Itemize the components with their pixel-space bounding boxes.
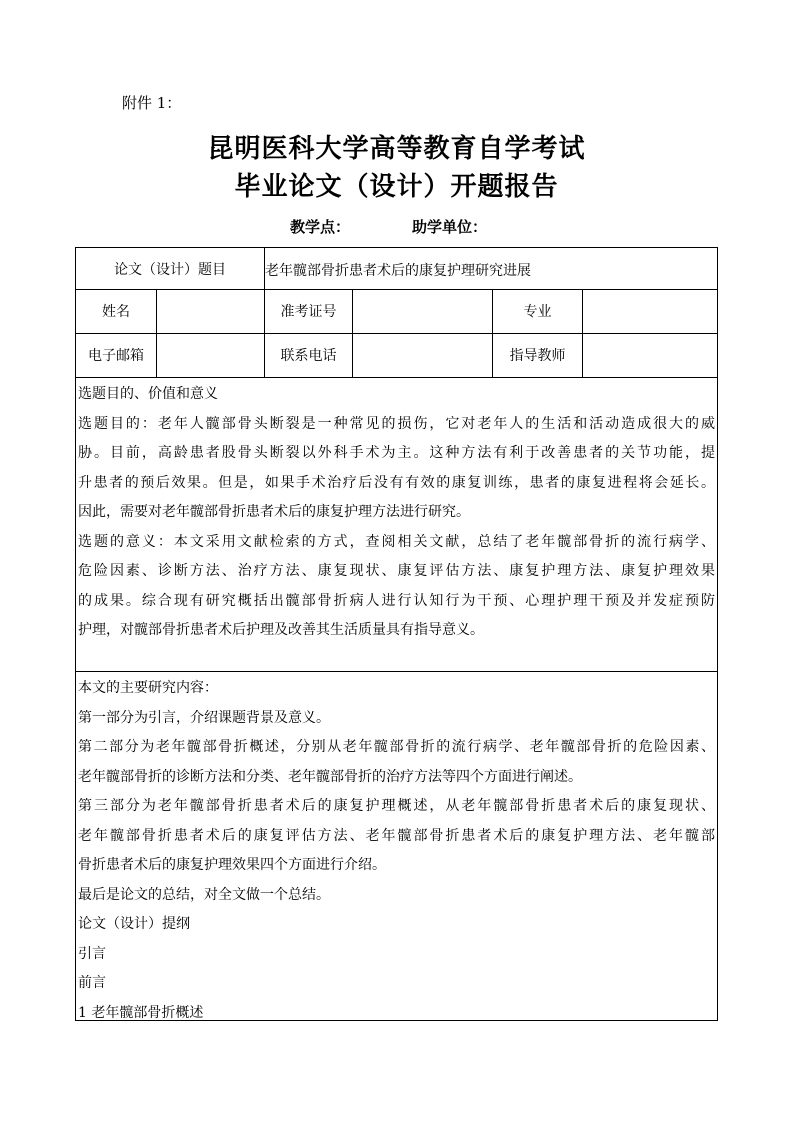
content-section <box>76 671 717 1020</box>
outline-heading: 论文（设计）提纲 <box>78 916 190 932</box>
topic-value[interactable]: 老年髋部骨折患者术后的康复护理研究进展 <box>265 263 531 279</box>
content-line: 第三部分为老年髋部骨折患者术后的康复护理概述，从老年髋部骨折患者术后的康复现状、 <box>78 798 715 814</box>
purpose-line: 胁。目前，高龄患者股骨头断裂以外科手术为主。这种方法有利于改善患者的关节功能，提 <box>78 445 715 461</box>
document-subtitle: 毕业论文（设计）开题报告 <box>234 172 559 202</box>
name-label: 姓名 <box>102 304 130 320</box>
topic-row <box>76 248 717 290</box>
content-line: 第一部分为引言，介绍课题背景及意义。 <box>78 709 330 726</box>
outline-item: 引言 <box>78 945 106 962</box>
content-line: 老年髋部骨折的诊断方法和分类、老年髋部骨折的治疗方法等四个方面进行阐述。 <box>78 768 582 785</box>
document-title: 昆明医科大学高等教育自学考试 <box>207 134 586 164</box>
email-field[interactable] <box>157 333 264 377</box>
topic-label: 论文（设计）题目 <box>114 261 226 278</box>
contact-info-row <box>76 333 717 378</box>
content-line: 第二部分为老年髋部骨折概述，分别从老年髋部骨折的流行病学、老年髋部骨折的危险因素、 <box>78 739 715 755</box>
significance-line: 危险因素、诊断方法、治疗方法、康复现状、康复评估方法、康复护理方法、康复护理效果 <box>78 563 715 579</box>
student-info-row <box>76 289 717 334</box>
assist-unit-label: 助学单位： <box>412 218 488 236</box>
phone-label: 联系电话 <box>280 348 337 364</box>
email-label: 电子邮箱 <box>88 348 144 364</box>
outline-item: 1 老年髋部骨折概述 <box>78 1004 204 1021</box>
content-line: 最后是论文的总结，对全文做一个总结。 <box>78 886 330 903</box>
major-field[interactable] <box>583 289 717 333</box>
significance-line: 选题的意义：本文采用文献检索的方式，查阅相关文献，总结了老年髋部骨折的流行病学、 <box>78 533 715 550</box>
purpose-line: 因此，需要对老年髋部骨折患者术后的康复护理方法进行研究。 <box>78 504 470 520</box>
exam-id-label: 准考证号 <box>280 304 337 320</box>
significance-line: 的成果。综合现有研究概括出髋部骨折病人进行认知行为干预、心理护理干预及并发症预防 <box>78 592 715 609</box>
name-field[interactable] <box>157 289 264 333</box>
purpose-heading: 选题目的、价值和意义 <box>78 386 218 402</box>
exam-id-field[interactable] <box>353 289 492 333</box>
content-heading: 本文的主要研究内容： <box>78 680 218 696</box>
phone-field[interactable] <box>353 333 492 377</box>
purpose-section <box>76 377 717 672</box>
attachment-label: 附件 1： <box>122 94 182 112</box>
purpose-line: 升患者的预后效果。但是，如果手术治疗后没有有效的康复训练，患者的康复进程将会延长。 <box>78 474 715 491</box>
content-line: 骨折患者术后的康复护理效果四个方面进行介绍。 <box>78 857 386 873</box>
advisor-field[interactable] <box>583 333 717 377</box>
content-line: 老年髋部骨折患者术后的康复评估方法、老年髋部骨折患者术后的康复护理方法、老年髋部 <box>78 827 715 844</box>
proposal-form <box>75 247 718 1021</box>
teaching-point-label: 教学点： <box>290 218 351 236</box>
major-label: 专业 <box>523 304 552 320</box>
advisor-label: 指导教师 <box>509 348 566 364</box>
outline-item: 前言 <box>78 975 106 991</box>
significance-line: 护理，对髋部骨折患者术后护理及改善其生活质量具有指导意义。 <box>78 622 484 638</box>
purpose-line: 选题目的：老年人髋部骨头断裂是一种常见的损伤，它对老年人的生活和活动造成很大的威 <box>78 415 715 432</box>
